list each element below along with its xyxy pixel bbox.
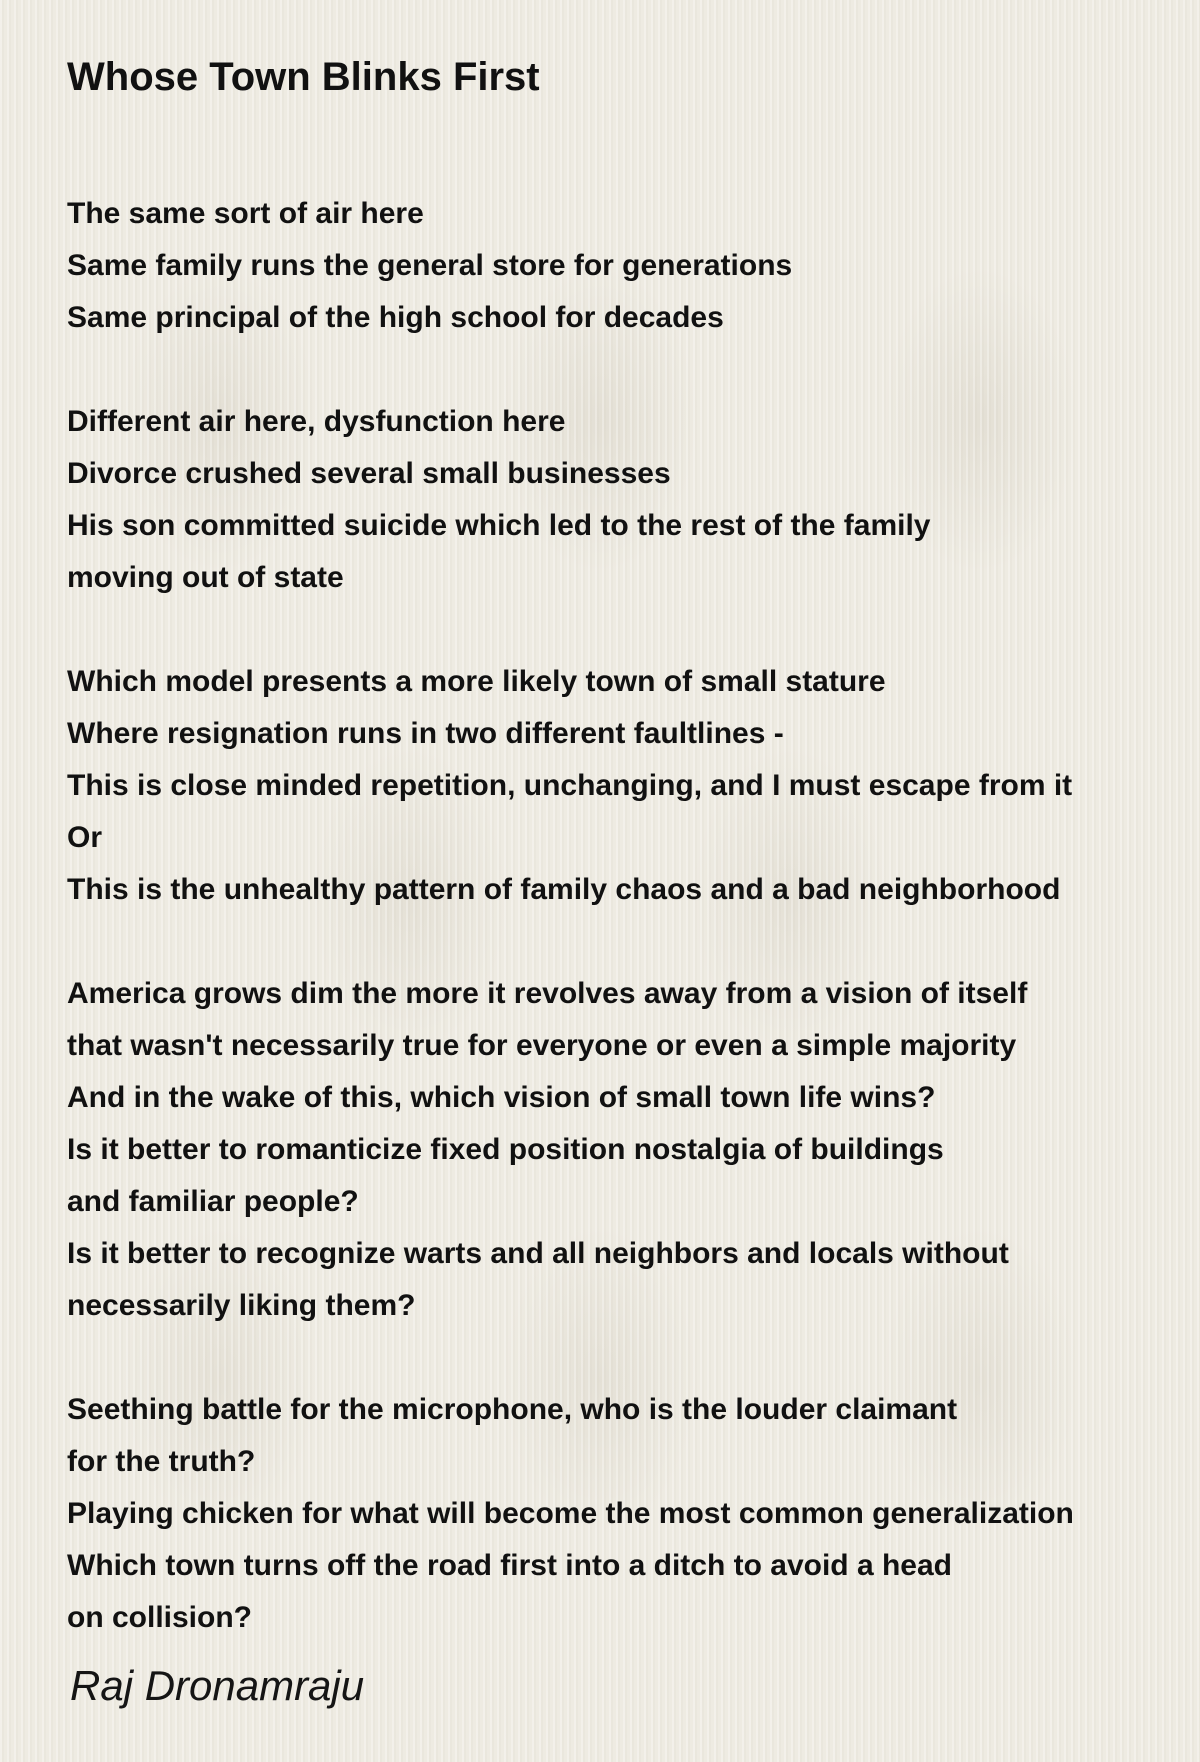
poem-line: This is the unhealthy pattern of family chaos and a bad neighborhood bbox=[67, 873, 1061, 906]
poem-line: Seething battle for the microphone, who is the louder claimant bbox=[67, 1393, 958, 1426]
poem-line: necessarily liking them? bbox=[67, 1289, 416, 1322]
poem-line: for the truth? bbox=[67, 1445, 256, 1478]
poem-line: moving out of state bbox=[67, 561, 344, 594]
poem-line: Is it better to recognize warts and all neighbors and locals without bbox=[67, 1237, 1009, 1270]
poem-line: Is it better to romanticize fixed position nostalgia of buildings bbox=[67, 1133, 944, 1166]
poem-title: Whose Town Blinks First bbox=[67, 55, 540, 99]
poem-line: The same sort of air here bbox=[67, 197, 424, 230]
poem-line: Same principal of the high school for decades bbox=[67, 301, 724, 334]
stanza-1 bbox=[67, 188, 1177, 344]
stanza-4 bbox=[67, 968, 1177, 1332]
poem-line: Playing chicken for what will become the most common generalization bbox=[67, 1497, 1074, 1530]
poem-line: and familiar people? bbox=[67, 1185, 359, 1218]
poem-line: Or bbox=[67, 821, 103, 854]
poem-line: Different air here, dysfunction here bbox=[67, 405, 566, 438]
poem-line: on collision? bbox=[67, 1601, 252, 1634]
poem-line: America grows dim the more it revolves away from a vision of itself bbox=[67, 977, 1028, 1010]
poem-line: This is close minded repetition, unchanging, and I must escape from it bbox=[67, 769, 1073, 802]
poem-author: Raj Dronamraju bbox=[70, 1662, 365, 1709]
poem-line: Where resignation runs in two different faultlines - bbox=[67, 717, 784, 750]
poem-line: that wasn't necessarily true for everyone or even a simple majority bbox=[67, 1029, 1017, 1062]
stanza-5 bbox=[67, 1384, 1177, 1644]
poem-line: Which model presents a more likely town of small stature bbox=[67, 665, 886, 698]
poem-line: His son committed suicide which led to the rest of the family bbox=[67, 509, 931, 542]
poem-line: Same family runs the general store for generations bbox=[67, 249, 793, 282]
poem-line: Which town turns off the road first into a ditch to avoid a head bbox=[67, 1549, 952, 1582]
poem-body bbox=[67, 188, 1177, 1696]
poem-line: And in the wake of this, which vision of small town life wins? bbox=[67, 1081, 936, 1114]
stanza-3 bbox=[67, 656, 1177, 916]
poem-line: Divorce crushed several small businesses bbox=[67, 457, 671, 490]
poem-container bbox=[67, 44, 1177, 1634]
stanza-2 bbox=[67, 396, 1177, 604]
